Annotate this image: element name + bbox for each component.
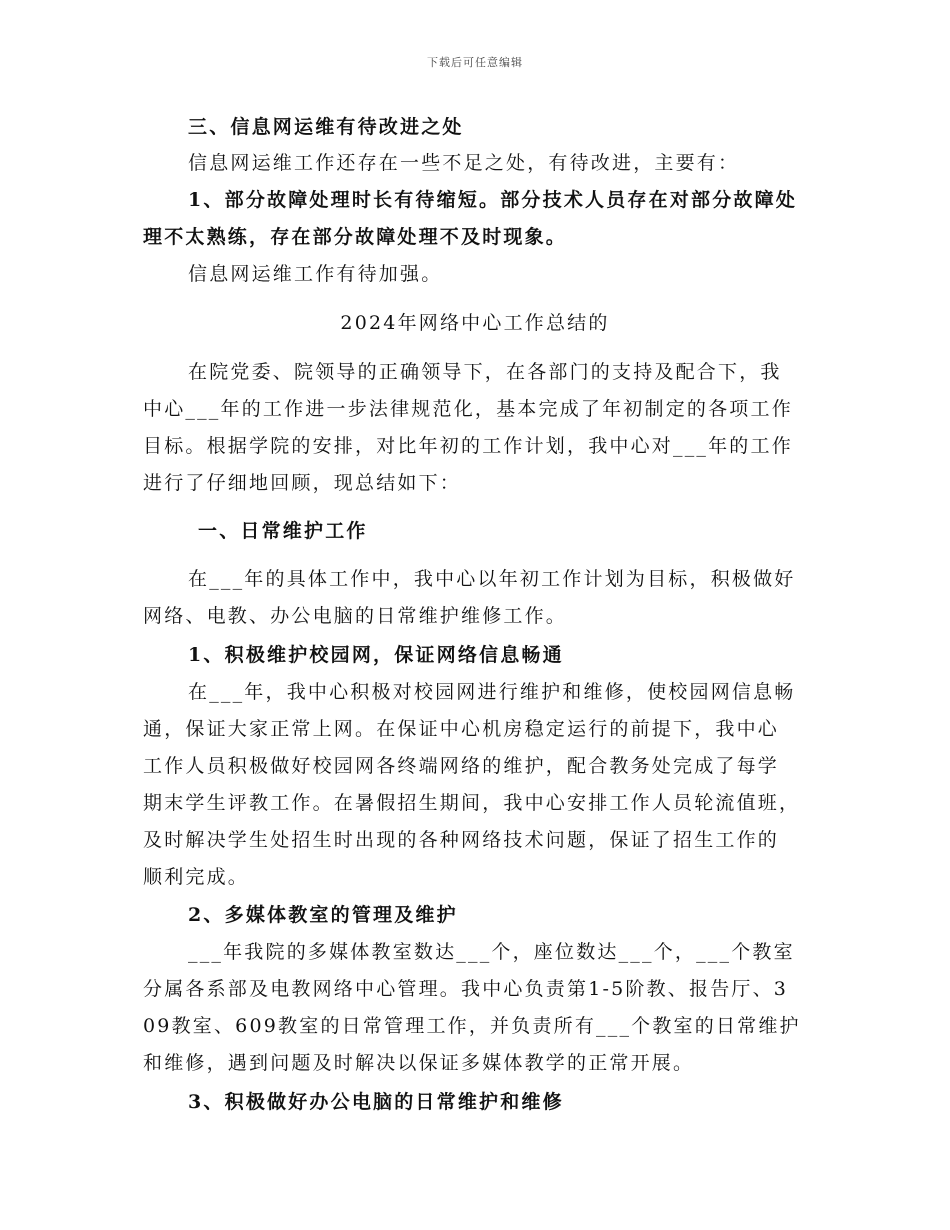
subsection-heading: 2、多媒体教室的管理及维护 [188, 904, 458, 926]
paragraph-line: 进行了仔细地回顾，现总结如下： [143, 472, 462, 494]
page-header: 下载后可任意编辑 [427, 56, 523, 69]
paragraph-line: 和维修，遇到问题及时解决以保证多媒体教学的正常开展。 [143, 1052, 695, 1074]
paragraph-line: 及时解决学生处招生时出现的各种网络技术问题，保证了招生工作的 [143, 829, 780, 851]
section-heading: 三、信息网运维有待改进之处 [188, 116, 464, 138]
paragraph-line: ___年我院的多媒体教室数达___个，座位数达___个，___个教室 [188, 941, 795, 963]
paragraph-line: 期末学生评教工作。在暑假招生期间，我中心安排工作人员轮流值班， [143, 792, 801, 814]
paragraph-line: 目标。根据学院的安排，对比年初的工作计划，我中心对___年的工作 [143, 435, 793, 457]
section-heading: 一、日常维护工作 [198, 520, 368, 542]
paragraph-line: 中心___年的工作进一步法律规范化，基本完成了年初制定的各项工作 [143, 398, 793, 420]
paragraph-line: 在院党委、院领导的正确领导下，在各部门的支持及配合下，我 [188, 361, 782, 383]
paragraph-line: 在___年的具体工作中，我中心以年初工作计划为目标，积极做好 [188, 568, 796, 590]
document-title: 2024年网络中心工作总结的 [340, 312, 610, 334]
bold-paragraph-line: 1、部分故障处理时长有待缩短。部分技术人员存在对部分故障处 [188, 189, 798, 211]
paragraph-line: 工作人员积极做好校园网各终端网络的维护，配合教务处完成了每学 [143, 755, 780, 777]
paragraph-line: 通，保证大家正常上网。在保证中心机房稳定运行的前提下，我中心 [143, 718, 780, 740]
paragraph-line: 分属各系部及电教网络中心管理。我中心负责第1-5阶教、报告厅、3 [143, 978, 789, 1000]
paragraph-line: 在___年，我中心积极对校园网进行维护和维修，使校园网信息畅 [188, 681, 796, 703]
subsection-heading: 3、积极做好办公电脑的日常维护和维修 [188, 1091, 564, 1113]
paragraph-line: 网络、电教、办公电脑的日常维护维修工作。 [143, 605, 568, 627]
paragraph-line: 顺利完成。 [143, 866, 250, 888]
paragraph-line: 信息网运维工作有待加强。 [188, 263, 443, 285]
paragraph-line: 09教室、609教室的日常管理工作，并负责所有___个教室的日常维护 [143, 1015, 801, 1037]
bold-paragraph-line: 理不太熟练，存在部分故障处理不及时现象。 [143, 226, 568, 248]
subsection-heading: 1、积极维护校园网，保证网络信息畅通 [188, 644, 564, 666]
paragraph-line: 信息网运维工作还存在一些不足之处，有待改进，主要有： [188, 152, 740, 174]
